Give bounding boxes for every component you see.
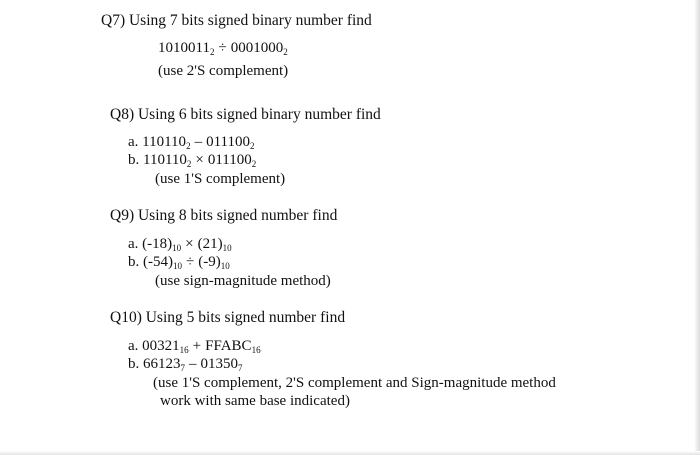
q10-item-b-operand-b-base: 7 (238, 363, 243, 373)
q9-item-a-operator: × (185, 236, 194, 252)
q8-note: (use 1'S complement) (155, 171, 286, 187)
q9-item-b-operand-a-base: 10 (173, 261, 182, 271)
q10-title: Q10) Using 5 bits signed number find (110, 309, 346, 326)
q10-note-line2: work with same base indicated) (160, 393, 350, 409)
q10-item-b (128, 355, 243, 373)
q10-item-a-operand-b-base: 16 (251, 345, 261, 355)
q8-item-a-operand-b-base: 2 (249, 141, 255, 151)
q8-item-a-operator: – (194, 134, 203, 150)
q10-item-a (128, 337, 261, 355)
q9-item-b-operator: ÷ (186, 254, 195, 270)
q7-operand-a: 1010011 (158, 40, 210, 56)
q9-item-b-operand-a: (-54) (143, 254, 173, 270)
q9-title: Q9) Using 8 bits signed number find (110, 207, 338, 224)
q7-title: Q7) Using 7 bits signed binary number find (101, 12, 372, 29)
q10-item-b-operand-a: 66123 (143, 356, 181, 372)
q8-item-b-label: b. (128, 152, 140, 168)
q9-note: (use sign-magnitude method) (155, 273, 331, 289)
q9-item-a-operand-b: (21) (197, 236, 223, 252)
q10-item-a-label: a. (128, 338, 139, 354)
q8-item-a (128, 133, 254, 151)
q8-title: Q8) Using 6 bits signed binary number find (110, 106, 381, 123)
q9-item-a-operand-a: (-18) (142, 236, 173, 252)
q10-item-a-operator: + (192, 338, 202, 354)
page-edge-shadow-bottom (0, 451, 700, 455)
q7-operand-b-base: 2 (283, 47, 288, 57)
q8-item-a-label: a. (128, 134, 139, 150)
q8-item-a-operand-a: 110110 (142, 134, 187, 150)
q10-item-b-operand-a-base: 7 (180, 363, 185, 373)
q8-item-a-operand-a-base: 2 (186, 141, 191, 151)
q8-item-b (128, 151, 256, 169)
q7-operand-a-base: 2 (209, 47, 215, 57)
q7-operand-b: 0001000 (230, 40, 284, 56)
q10-note-line1: (use 1'S complement, 2'S complement and Sign-magnitude method (153, 375, 556, 391)
q10-item-a-operand-b: FFABC (205, 338, 252, 354)
q7-operator: ÷ (218, 40, 227, 56)
q9-item-b-operand-b-base: 10 (220, 261, 230, 271)
q9-item-a-label: a. (128, 236, 139, 252)
q9-item-a (128, 235, 232, 253)
q10-item-a-operand-a: 00321 (142, 338, 180, 354)
q8-item-a-operand-b: 011100 (206, 134, 250, 150)
q10-item-b-operator: – (189, 356, 197, 372)
q7-expression (158, 39, 288, 57)
q9-item-b-operand-b: (-9) (198, 254, 221, 270)
q8-item-b-operand-a: 110110 (143, 152, 187, 168)
q10-item-b-label: b. (128, 356, 140, 372)
q7-note: (use 2'S complement) (158, 63, 289, 79)
q8-item-b-operand-a-base: 2 (186, 159, 192, 169)
q8-item-b-operand-b-base: 2 (251, 159, 257, 169)
q9-item-a-operand-a-base: 10 (172, 243, 182, 253)
q8-item-b-operator: × (195, 152, 204, 168)
q10-item-a-operand-a-base: 16 (179, 345, 189, 355)
q8-item-b-operand-b: 011100 (207, 152, 252, 168)
q10-item-b-operand-b: 01350 (200, 356, 238, 372)
q9-item-b-label: b. (128, 254, 140, 270)
q9-item-b (128, 253, 230, 271)
page-edge-shadow-right (694, 0, 700, 455)
q9-item-a-operand-b-base: 10 (222, 243, 232, 253)
